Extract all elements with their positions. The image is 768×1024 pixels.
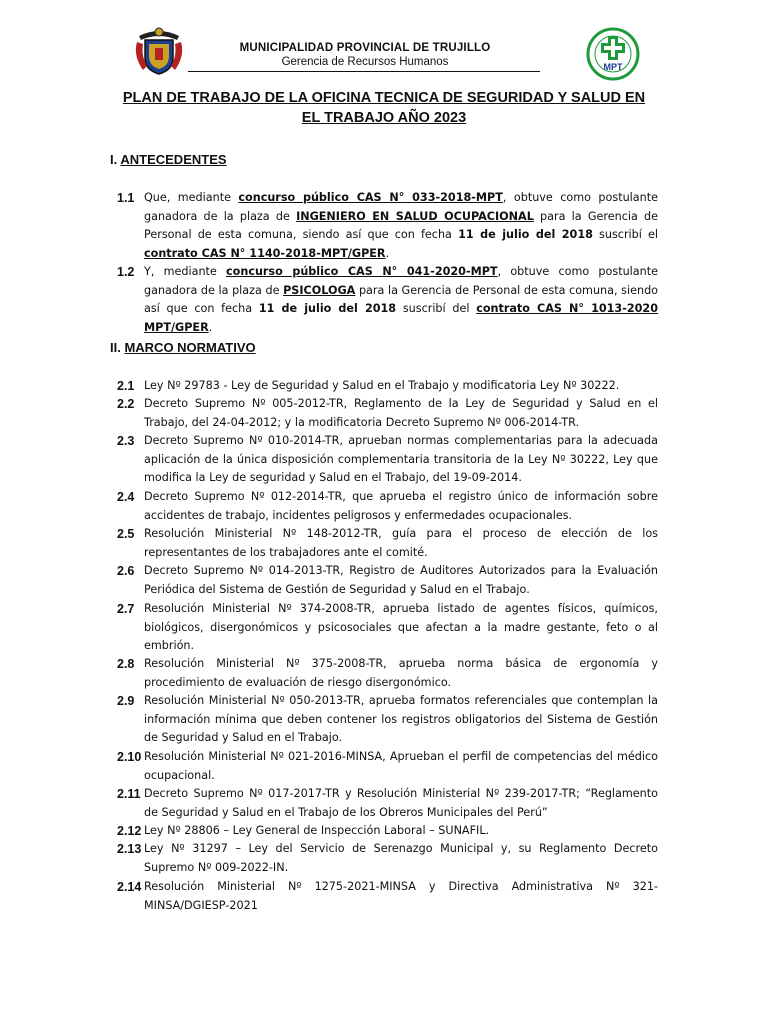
item-text: Resolución Ministerial Nº 375-2008-TR, aprueba norma básica de ergonomía y procedimiento de evaluación de riesgo disergonómico. <box>144 657 658 689</box>
list-item-2-2 <box>117 395 658 432</box>
mpt-logo-text: MPT <box>603 62 623 72</box>
list-item-2-12 <box>117 822 658 841</box>
item-text: Y, mediante concurso público CAS N° 041-2020-MPT, obtuve como postulante ganadora de la plaza de PSICOLOGA para la Gerencia de Personal de esta comuna, siendo así que con fecha 11 de julio del 2018 suscribí del contrato CAS N° 1013-2020 MPT/GPER. <box>144 265 659 334</box>
item-text: Que, mediante concurso público CAS N° 033-2018-MPT, obtuve como postulante ganadora de la plaza de INGENIERO EN SALUD OCUPACIONAL para la Gerencia de Personal de esta comuna, siendo así que con fecha 11 de julio del 2018 suscribí el contrato CAS N° 1140-2018-MPT/GPER. <box>144 191 659 260</box>
item-number: 2.12 <box>117 824 142 838</box>
item-text: Resolución Ministerial Nº 1275-2021-MINSA y Directiva Administrativa Nº 321-MINSA/DGIESP-2021 <box>144 880 658 912</box>
item-text: Resolución Ministerial Nº 148-2012-TR, guía para el proceso de elección de los representantes de los trabajadores ante el comité. <box>144 527 658 559</box>
list-item-2-8 <box>117 655 658 692</box>
letterhead <box>0 24 768 84</box>
item-number: 2.5 <box>117 527 135 541</box>
item-text: Ley Nº 29783 - Ley de Seguridad y Salud en el Trabajo y modificatoria Ley Nº 30222. <box>144 379 620 392</box>
list-item-2-9 <box>117 692 658 748</box>
list-item-2-1 <box>117 377 658 396</box>
mpt-logo-icon <box>586 27 640 81</box>
item-text: Resolución Ministerial Nº 021-2016-MINSA, Aprueban el perfil de competencias del médico ocupacional. <box>144 750 658 782</box>
item-number: 2.4 <box>117 490 135 504</box>
item-text: Resolución Ministerial Nº 374-2008-TR, aprueba listado de agentes físicos, químicos, biológicos, disergonómicos y psicosociales que afectan a la madre gestante, feto o al embrión. <box>144 602 658 652</box>
section-title: ANTECEDENTES <box>120 152 227 167</box>
item-number: 2.14 <box>117 880 142 894</box>
section-number: I. <box>110 152 121 167</box>
list-item-2-6 <box>117 562 658 599</box>
item-text: Resolución Ministerial Nº 050-2013-TR, aprueba formatos referenciales que contemplan la información mínima que deben contener los registros obligatorios del Sistema de Gestión de Seguridad y Salud en el Trabajo. <box>144 694 658 744</box>
section-title: MARCO NORMATIVO <box>124 340 256 355</box>
item-text: Ley Nº 31297 – Ley del Servicio de Serenazgo Municipal y, su Reglamento Decreto Supremo Nº 009-2022-IN. <box>144 842 658 874</box>
list-item-1-1 <box>117 189 658 263</box>
item-number: 2.8 <box>117 657 135 671</box>
document-title <box>100 88 668 128</box>
document-title-line1: PLAN DE TRABAJO DE LA OFICINA TECNICA DE SEGURIDAD Y SALUD EN <box>122 90 646 106</box>
item-number: 2.7 <box>117 602 135 616</box>
institution-name: MUNICIPALIDAD PROVINCIAL DE TRUJILLO <box>239 42 491 54</box>
document-title-line2: EL TRABAJO AÑO 2023 <box>301 110 467 126</box>
item-number: 2.2 <box>117 397 135 411</box>
coat-of-arms-icon <box>133 26 185 76</box>
header-rule <box>188 71 540 72</box>
item-text: Ley Nº 28806 – Ley General de Inspección Laboral – SUNAFIL. <box>144 824 490 837</box>
item-number: 2.3 <box>117 434 135 448</box>
item-text: Decreto Supremo Nº 012-2014-TR, que aprueba el registro único de información sobre accidentes de trabajo, incidentes peligrosos y enfermedades ocupacionales. <box>144 490 658 522</box>
list-item-2-11 <box>117 785 658 822</box>
section-number: II. <box>110 340 125 355</box>
item-text: Decreto Supremo Nº 010-2014-TR, aprueban normas complementarias para la adecuada aplicación de la única disposición complementaria transitoria de la Ley Nº 30222, Ley que modifica la Ley de seguridad y Salud en el Trabajo, del 19-09-2014. <box>144 434 658 484</box>
section-heading-marco-normativo <box>110 340 256 355</box>
item-number: 2.6 <box>117 564 135 578</box>
list-item-2-13 <box>117 840 658 877</box>
list-item-2-5 <box>117 525 658 562</box>
list-item-2-7 <box>117 600 658 656</box>
list-item-1-2 <box>117 263 658 337</box>
item-number: 1.1 <box>117 191 135 205</box>
item-number: 2.10 <box>117 750 142 764</box>
item-number: 2.11 <box>117 787 141 801</box>
list-item-2-4 <box>117 488 658 525</box>
item-text: Decreto Supremo Nº 014-2013-TR, Registro de Auditores Autorizados para la Evaluación Periódica del Sistema de Gestión de Seguridad y Salud en el Trabajo. <box>144 564 658 596</box>
item-number: 2.1 <box>117 379 135 393</box>
item-number: 2.9 <box>117 694 135 708</box>
item-text: Decreto Supremo Nº 017-2017-TR y Resolución Ministerial Nº 239-2017-TR; “Reglamento de Seguridad y Salud en el Trabajo de los Obreros Municipales del Perú” <box>144 787 658 819</box>
list-item-2-14 <box>117 878 658 915</box>
department-name: Gerencia de Recursos Humanos <box>281 56 449 68</box>
list-item-2-3 <box>117 432 658 488</box>
item-text: Decreto Supremo Nº 005-2012-TR, Reglamento de la Ley de Seguridad y Salud en el Trabajo, del 24-04-2012; y la modificatoria Decreto Supremo Nº 006-2014-TR. <box>144 397 658 429</box>
item-number: 1.2 <box>117 265 135 279</box>
list-item-2-10 <box>117 748 658 785</box>
item-number: 2.13 <box>117 842 142 856</box>
section-heading-antecedentes <box>110 152 227 167</box>
